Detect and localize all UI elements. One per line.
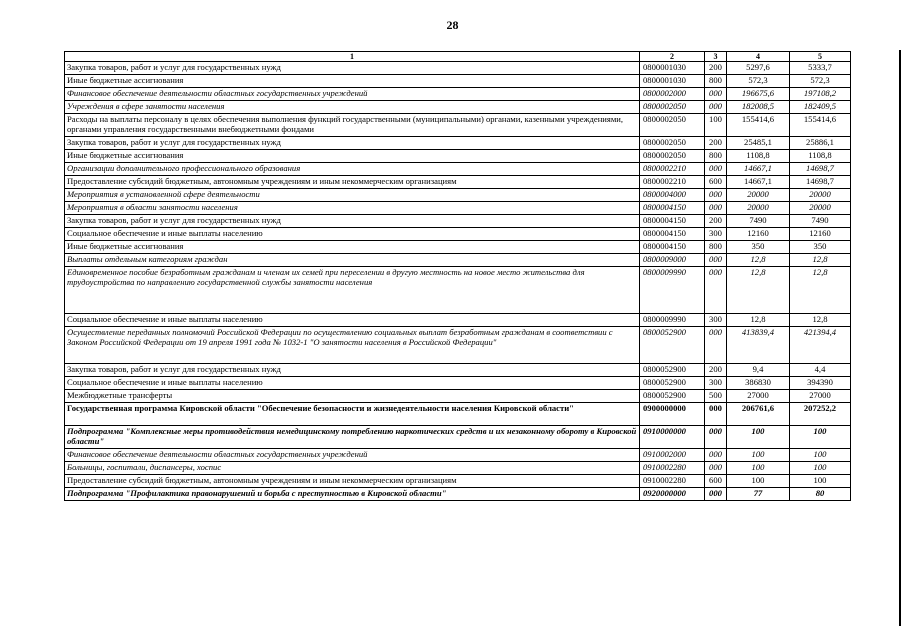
row-value-year1-cell: 9,4: [727, 364, 790, 377]
row-value-year1-cell: 206761,6: [727, 403, 790, 426]
row-type-cell: 000: [705, 426, 727, 449]
table-row: [65, 150, 851, 163]
row-name-cell: Социальное обеспечение и иные выплаты населению: [65, 314, 640, 327]
row-name-cell: Социальное обеспечение и иные выплаты населению: [65, 377, 640, 390]
row-value-year1-cell: 7490: [727, 215, 790, 228]
row-code-cell: 0910000000: [640, 426, 705, 449]
row-code-cell: 0800009990: [640, 314, 705, 327]
row-code-cell: 0910002000: [640, 449, 705, 462]
row-type-cell: 000: [705, 327, 727, 364]
table-row: [65, 488, 851, 501]
row-value-year1-cell: 100: [727, 475, 790, 488]
row-name-cell: Мероприятия в области занятости населения: [65, 202, 640, 215]
row-value-year1-cell: 5297,6: [727, 62, 790, 75]
row-value-year1-cell: 14667,1: [727, 176, 790, 189]
row-value-year1-cell: 12,8: [727, 314, 790, 327]
page-edge-mark: [899, 50, 901, 626]
table-row: [65, 137, 851, 150]
row-name-cell: Финансовое обеспечение деятельности областных государственных учреждений: [65, 88, 640, 101]
row-value-year2-cell: 1108,8: [790, 150, 851, 163]
row-type-cell: 000: [705, 189, 727, 202]
table-row: [65, 377, 851, 390]
table-row: [65, 88, 851, 101]
row-value-year2-cell: 100: [790, 449, 851, 462]
row-value-year2-cell: 12,8: [790, 267, 851, 314]
row-type-cell: 800: [705, 150, 727, 163]
table-row: [65, 228, 851, 241]
row-value-year1-cell: 12,8: [727, 267, 790, 314]
row-value-year2-cell: 4,4: [790, 364, 851, 377]
row-name-cell: Учреждения в сфере занятости населения: [65, 101, 640, 114]
row-value-year2-cell: 207252,2: [790, 403, 851, 426]
row-value-year1-cell: 12160: [727, 228, 790, 241]
row-code-cell: 0800002050: [640, 137, 705, 150]
row-value-year2-cell: 12160: [790, 228, 851, 241]
row-type-cell: 000: [705, 202, 727, 215]
row-name-cell: Осуществление переданных полномочий Российской Федерации по осуществлению социальных выплат безработным гражданам в соответствии с Законом Российской Федерации от 19 апреля 1991 года № 1032-1 "О занятости населения в Российской Федерации": [65, 327, 640, 364]
row-code-cell: 0800052900: [640, 377, 705, 390]
header-col-5: 5: [790, 52, 851, 62]
row-value-year2-cell: 100: [790, 475, 851, 488]
table-row: [65, 75, 851, 88]
row-name-cell: Иные бюджетные ассигнования: [65, 241, 640, 254]
row-type-cell: 800: [705, 241, 727, 254]
row-value-year2-cell: 197108,2: [790, 88, 851, 101]
row-code-cell: 0800004150: [640, 202, 705, 215]
row-type-cell: 000: [705, 462, 727, 475]
row-type-cell: 000: [705, 449, 727, 462]
row-code-cell: 0800002210: [640, 176, 705, 189]
row-name-cell: Предоставление субсидий бюджетным, автономным учреждениям и иным некоммерческим организациям: [65, 176, 640, 189]
row-value-year2-cell: 350: [790, 241, 851, 254]
row-code-cell: 0800052900: [640, 364, 705, 377]
header-col-2: 2: [640, 52, 705, 62]
row-type-cell: 600: [705, 176, 727, 189]
row-code-cell: 0910002280: [640, 462, 705, 475]
table-row: [65, 364, 851, 377]
row-code-cell: 0800052900: [640, 390, 705, 403]
row-type-cell: 300: [705, 314, 727, 327]
row-value-year1-cell: 572,3: [727, 75, 790, 88]
row-value-year2-cell: 14698,7: [790, 176, 851, 189]
row-value-year2-cell: 27000: [790, 390, 851, 403]
row-type-cell: 300: [705, 377, 727, 390]
table-header-row: [65, 52, 851, 62]
row-value-year2-cell: 25886,1: [790, 137, 851, 150]
row-name-cell: Закупка товаров, работ и услуг для государственных нужд: [65, 364, 640, 377]
row-type-cell: 100: [705, 114, 727, 137]
header-col-4: 4: [727, 52, 790, 62]
row-type-cell: 000: [705, 254, 727, 267]
table-row: [65, 62, 851, 75]
row-name-cell: Организации дополнительного профессионального образования: [65, 163, 640, 176]
table-row: [65, 215, 851, 228]
row-code-cell: 0800004150: [640, 215, 705, 228]
row-code-cell: 0800002000: [640, 88, 705, 101]
row-value-year1-cell: 350: [727, 241, 790, 254]
row-value-year2-cell: 421394,4: [790, 327, 851, 364]
table-row: [65, 449, 851, 462]
row-name-cell: Иные бюджетные ассигнования: [65, 75, 640, 88]
row-value-year2-cell: 20000: [790, 189, 851, 202]
row-type-cell: 200: [705, 364, 727, 377]
row-name-cell: Подпрограмма "Комплексные меры противодействия немедицинскому потреблению наркотических средств и их незаконному обороту в Кировской области": [65, 426, 640, 449]
row-type-cell: 000: [705, 88, 727, 101]
row-value-year2-cell: 12,8: [790, 314, 851, 327]
row-value-year1-cell: 155414,6: [727, 114, 790, 137]
table-row: [65, 176, 851, 189]
row-type-cell: 300: [705, 228, 727, 241]
row-code-cell: 0800002050: [640, 150, 705, 163]
row-value-year2-cell: 100: [790, 462, 851, 475]
row-value-year1-cell: 27000: [727, 390, 790, 403]
table-row: [65, 254, 851, 267]
row-value-year1-cell: 413839,4: [727, 327, 790, 364]
table-row: [65, 403, 851, 426]
row-type-cell: 200: [705, 215, 727, 228]
row-type-cell: 000: [705, 101, 727, 114]
table-row: [65, 426, 851, 449]
row-type-cell: 000: [705, 403, 727, 426]
row-type-cell: 200: [705, 137, 727, 150]
row-code-cell: 0800004150: [640, 228, 705, 241]
row-code-cell: 0800001030: [640, 62, 705, 75]
row-name-cell: Мероприятия в установленной сфере деятельности: [65, 189, 640, 202]
table-row: [65, 101, 851, 114]
table-row: [65, 314, 851, 327]
row-type-cell: 500: [705, 390, 727, 403]
table-row: [65, 189, 851, 202]
row-value-year1-cell: 1108,8: [727, 150, 790, 163]
row-value-year2-cell: 14698,7: [790, 163, 851, 176]
row-type-cell: 200: [705, 62, 727, 75]
row-name-cell: Иные бюджетные ассигнования: [65, 150, 640, 163]
row-value-year1-cell: 100: [727, 449, 790, 462]
row-name-cell: Единовременное пособие безработным гражданам и членам их семей при переселении в другую местность на новое место жительства для трудоустройства по направлению государственной службы занятости населения: [65, 267, 640, 314]
row-name-cell: Социальное обеспечение и иные выплаты населению: [65, 228, 640, 241]
row-type-cell: 600: [705, 475, 727, 488]
row-name-cell: Закупка товаров, работ и услуг для государственных нужд: [65, 137, 640, 150]
row-value-year2-cell: 80: [790, 488, 851, 501]
row-value-year1-cell: 182008,5: [727, 101, 790, 114]
table-row: [65, 241, 851, 254]
table-row: [65, 114, 851, 137]
row-type-cell: 000: [705, 267, 727, 314]
row-name-cell: Больницы, госпитали, диспансеры, хоспис: [65, 462, 640, 475]
row-name-cell: Межбюджетные трансферты: [65, 390, 640, 403]
budget-table: [64, 51, 851, 501]
table-row: [65, 327, 851, 364]
row-value-year2-cell: 155414,6: [790, 114, 851, 137]
row-code-cell: 0800002210: [640, 163, 705, 176]
table-row: [65, 462, 851, 475]
table-row: [65, 267, 851, 314]
row-value-year2-cell: 12,8: [790, 254, 851, 267]
row-code-cell: 0900000000: [640, 403, 705, 426]
row-value-year1-cell: 25485,1: [727, 137, 790, 150]
table-row: [65, 475, 851, 488]
row-name-cell: Государственная программа Кировской области "Обеспечение безопасности и жизнедеятельности населения Кировской области": [65, 403, 640, 426]
row-type-cell: 800: [705, 75, 727, 88]
table-row: [65, 202, 851, 215]
row-code-cell: 0910002280: [640, 475, 705, 488]
table-row: [65, 163, 851, 176]
row-value-year2-cell: 572,3: [790, 75, 851, 88]
row-value-year1-cell: 196675,6: [727, 88, 790, 101]
row-value-year2-cell: 182409,5: [790, 101, 851, 114]
row-code-cell: 0800004150: [640, 241, 705, 254]
row-code-cell: 0800009000: [640, 254, 705, 267]
row-name-cell: Выплаты отдельным категориям граждан: [65, 254, 640, 267]
row-value-year2-cell: 100: [790, 426, 851, 449]
row-name-cell: Подпрограмма "Профилактика правонарушений и борьба с преступностью в Кировской области": [65, 488, 640, 501]
row-value-year1-cell: 12,8: [727, 254, 790, 267]
row-name-cell: Закупка товаров, работ и услуг для государственных нужд: [65, 215, 640, 228]
row-value-year1-cell: 14667,1: [727, 163, 790, 176]
row-value-year2-cell: 20000: [790, 202, 851, 215]
row-type-cell: 000: [705, 163, 727, 176]
header-col-3: 3: [705, 52, 727, 62]
row-name-cell: Финансовое обеспечение деятельности областных государственных учреждений: [65, 449, 640, 462]
row-code-cell: 0800004000: [640, 189, 705, 202]
row-type-cell: 000: [705, 488, 727, 501]
row-value-year1-cell: 386830: [727, 377, 790, 390]
row-value-year2-cell: 7490: [790, 215, 851, 228]
row-value-year1-cell: 20000: [727, 202, 790, 215]
row-code-cell: 0800009990: [640, 267, 705, 314]
row-code-cell: 0800002050: [640, 114, 705, 137]
row-value-year1-cell: 100: [727, 462, 790, 475]
row-value-year1-cell: 20000: [727, 189, 790, 202]
row-value-year2-cell: 5333,7: [790, 62, 851, 75]
page-number: 28: [446, 18, 459, 32]
row-value-year2-cell: 394390: [790, 377, 851, 390]
row-name-cell: Предоставление субсидий бюджетным, автономным учреждениям и иным некоммерческим организациям: [65, 475, 640, 488]
row-code-cell: 0800052900: [640, 327, 705, 364]
row-value-year1-cell: 100: [727, 426, 790, 449]
table-body: [65, 62, 851, 501]
row-code-cell: 0920000000: [640, 488, 705, 501]
row-name-cell: Расходы на выплаты персоналу в целях обеспечения выполнения функций государственными (муниципальными) органами, казенными учреждениями, органами управления государственными внебюджетными фондами: [65, 114, 640, 137]
table-row: [65, 390, 851, 403]
row-code-cell: 0800001030: [640, 75, 705, 88]
header-col-1: 1: [65, 52, 640, 62]
row-code-cell: 0800002050: [640, 101, 705, 114]
row-value-year1-cell: 77: [727, 488, 790, 501]
row-name-cell: Закупка товаров, работ и услуг для государственных нужд: [65, 62, 640, 75]
